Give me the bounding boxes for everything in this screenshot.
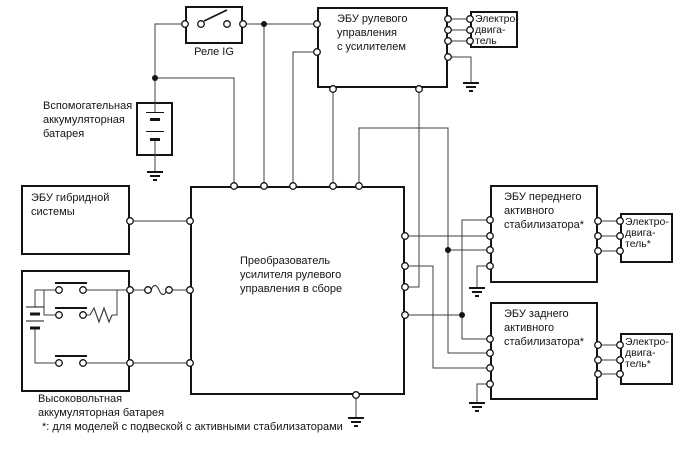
terminal: [617, 371, 624, 378]
terminal: [617, 218, 624, 225]
terminal: [231, 183, 238, 190]
terminal: [487, 381, 494, 388]
terminal: [402, 312, 409, 319]
terminal: [353, 392, 360, 399]
terminal: [595, 248, 602, 255]
terminal: [314, 49, 321, 56]
motor-rear-label: Электро- двига- тель*: [625, 336, 669, 370]
terminal: [595, 371, 602, 378]
junction-dot: [152, 75, 158, 81]
hv-battery-icon: [26, 307, 44, 328]
terminal: [127, 287, 134, 294]
terminal: [290, 183, 297, 190]
rear-stabilizer-ecu-label: ЭБУ заднего активного стабилизатора*: [504, 308, 585, 348]
aux-battery-label: Вспомогательная аккумуляторная батарея: [43, 100, 133, 140]
terminal: [595, 233, 602, 240]
terminal: [198, 21, 205, 28]
terminal: [445, 27, 452, 34]
ground-icon-converter: [348, 418, 364, 426]
terminal: [617, 248, 624, 255]
wire-battery-branch-to-converter: [155, 78, 234, 186]
fuse-icon: [151, 286, 167, 295]
terminal: [127, 218, 134, 225]
terminal: [416, 86, 423, 93]
terminal: [617, 342, 624, 349]
hv-battery-label: Высоковольтная аккумуляторная батарея: [38, 393, 165, 419]
junction-dots: [152, 21, 465, 318]
terminal: [402, 263, 409, 270]
ground-icon-front-ecu: [469, 288, 485, 296]
terminal: [487, 350, 494, 357]
footnote: *: для моделей с подвеской с активными стабилизаторами: [42, 421, 343, 433]
ground-icon-aux-battery: [147, 172, 163, 180]
ground-icon-rear-ecu: [469, 403, 485, 411]
terminal: [467, 16, 474, 23]
wire-converter-to-steering-ecu-b: [293, 52, 317, 186]
terminal: [187, 218, 194, 225]
terminal: [617, 233, 624, 240]
terminal: [467, 27, 474, 34]
junction-dot: [261, 21, 267, 27]
terminal: [80, 287, 87, 294]
terminal: [402, 233, 409, 240]
wire-converter-top-to-stabilizers: [359, 128, 490, 353]
terminal: [487, 365, 494, 372]
terminal: [80, 360, 87, 367]
terminal: [445, 38, 452, 45]
motor-top-label: Электро- двига- тель: [475, 13, 519, 47]
terminal: [487, 233, 494, 240]
front-stabilizer-ecu-label: ЭБУ переднего активного стабилизатора*: [504, 191, 585, 231]
terminal: [80, 312, 87, 319]
terminal: [224, 21, 231, 28]
terminal: [595, 218, 602, 225]
hybrid-ecu-label: ЭБУ гибридной системы: [31, 192, 110, 218]
terminal: [402, 284, 409, 291]
terminal: [467, 38, 474, 45]
terminal: [617, 357, 624, 364]
terminal: [127, 360, 134, 367]
converter-label: Преобразователь усилителя рулевого управления в сборе: [240, 255, 343, 295]
terminal: [314, 21, 321, 28]
terminal: [595, 357, 602, 364]
ig-relay-label: Реле IG: [194, 46, 234, 58]
resistor-icon: [90, 308, 112, 322]
terminal: [487, 263, 494, 270]
terminal: [487, 217, 494, 224]
aux-battery-icon: [146, 113, 164, 140]
terminal: [56, 312, 63, 319]
wire-power-to-front-and-rear: [462, 220, 490, 339]
terminal: [145, 287, 152, 294]
terminal: [261, 183, 268, 190]
terminal: [182, 21, 189, 28]
wire-steering-ecu-to-converter-2: [405, 89, 419, 287]
terminal: [330, 183, 337, 190]
wire-hv-precharge-branch: [44, 290, 117, 315]
terminal: [166, 287, 173, 294]
wire-relay-to-aux-battery: [155, 24, 185, 102]
ground-icon-steering-motor: [463, 83, 479, 91]
relay-switch-lever-icon: [204, 10, 227, 21]
terminal: [187, 360, 194, 367]
terminals: [56, 16, 624, 399]
terminal: [240, 21, 247, 28]
terminal: [595, 342, 602, 349]
junction-dot: [445, 247, 451, 253]
terminal: [445, 16, 452, 23]
terminal: [487, 247, 494, 254]
terminal: [56, 287, 63, 294]
motor-front-label: Электро- двига- тель*: [625, 216, 669, 250]
terminal: [356, 183, 363, 190]
terminal: [56, 360, 63, 367]
wire-hv-battery-bottom-lead: [35, 328, 130, 363]
wire-steering-ecu-ground: [448, 57, 471, 83]
terminal: [330, 86, 337, 93]
steering-ecu-label: ЭБУ рулевого управления с усилителем: [337, 13, 408, 53]
terminal: [445, 54, 452, 61]
junction-dot: [459, 312, 465, 318]
terminal: [487, 336, 494, 343]
terminal: [187, 287, 194, 294]
hv-relay-contact-bars: [55, 283, 87, 356]
